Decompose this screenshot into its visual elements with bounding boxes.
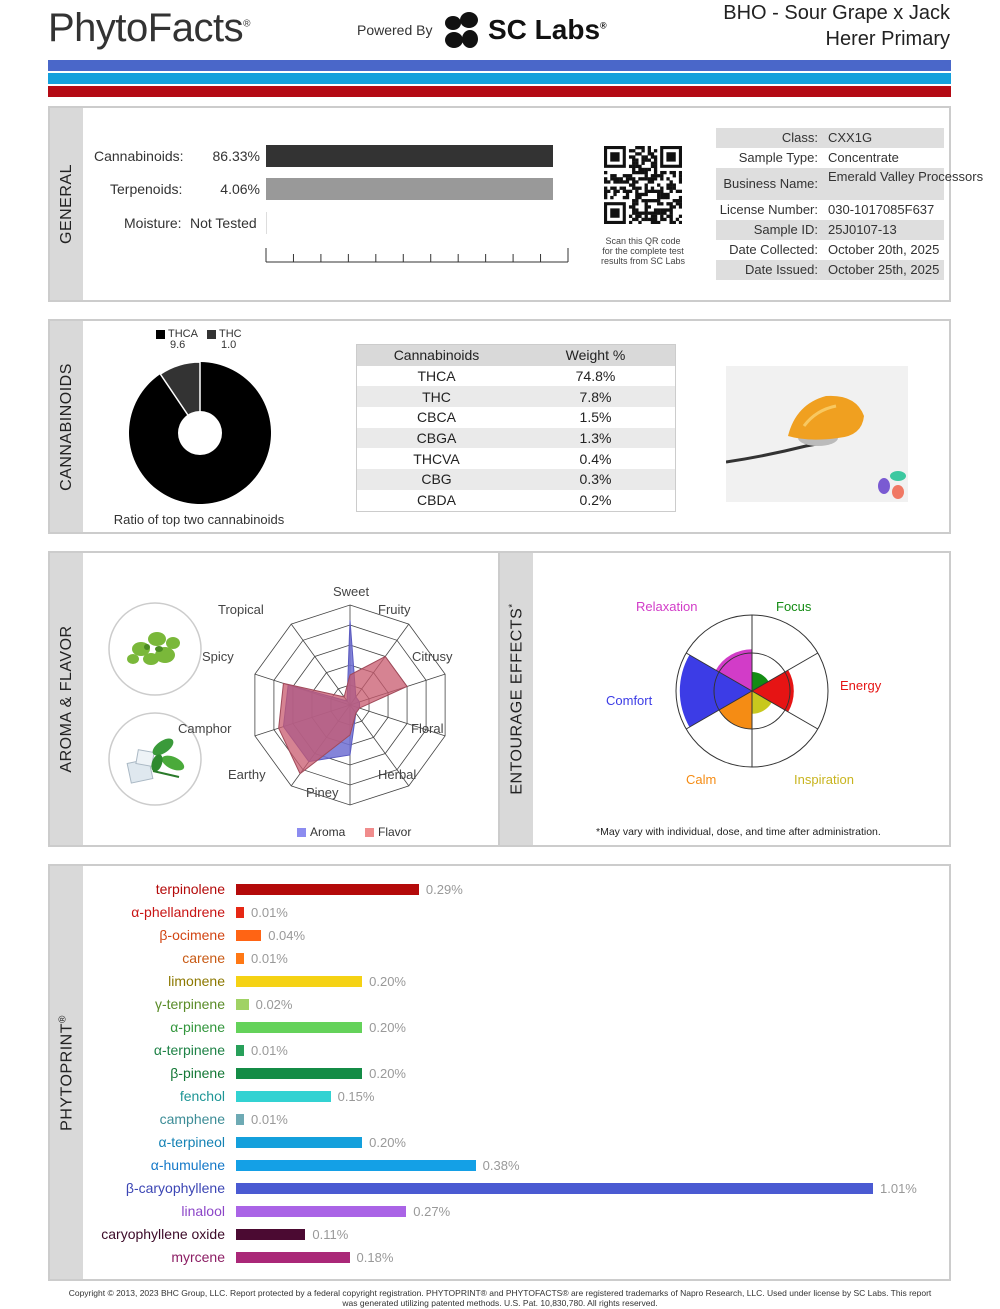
legend-thc-swatch bbox=[207, 330, 216, 339]
table-row bbox=[357, 469, 675, 490]
terpene-bar bbox=[236, 884, 419, 895]
terpene-value: 1.01% bbox=[880, 1181, 917, 1196]
terpene-bar bbox=[236, 999, 249, 1010]
terpene-value: 0.02% bbox=[255, 997, 293, 1012]
aroma-tab bbox=[50, 553, 83, 845]
terpene-name: γ-terpinene bbox=[154, 996, 225, 1012]
cannabinoids-panel bbox=[48, 319, 951, 534]
stripe-red bbox=[48, 86, 951, 97]
cannabinoid-weight: 1.5% bbox=[579, 409, 612, 426]
radar-axis-label: Earthy bbox=[228, 767, 266, 782]
cannabinoid-weight: 1.3% bbox=[579, 430, 612, 447]
radar-axis-label: Camphor bbox=[178, 721, 232, 736]
info-value: October 25th, 2025 bbox=[828, 262, 940, 277]
effect-calm-label: Calm bbox=[686, 772, 717, 787]
col-header-weight: Weight % bbox=[565, 347, 626, 364]
scale-ruler bbox=[264, 248, 570, 264]
moisture-label: Moisture: bbox=[124, 215, 182, 231]
info-value: Concentrate bbox=[828, 150, 899, 165]
terpene-value: 0.01% bbox=[251, 1112, 288, 1127]
table-row bbox=[357, 386, 675, 407]
cannabinoid-weight: 0.4% bbox=[579, 450, 612, 467]
pie-caption: Ratio of top two cannabinoids bbox=[113, 512, 285, 527]
terpene-bar bbox=[236, 930, 261, 941]
terpene-value: 0.15% bbox=[337, 1089, 375, 1104]
terpene-name: linalool bbox=[181, 1203, 225, 1219]
info-row bbox=[716, 240, 944, 260]
table-row bbox=[357, 407, 675, 428]
aroma-section-label: AROMA & FLAVOR bbox=[58, 625, 75, 773]
effects-note: *May vary with individual, dose, and time after administration. bbox=[596, 826, 881, 838]
effect-comfort-label: Comfort bbox=[606, 693, 653, 708]
cannabinoid-weight: 0.2% bbox=[579, 492, 612, 509]
terpene-bar bbox=[236, 1252, 350, 1263]
phytofacts-logo: PhytoFacts® bbox=[48, 6, 250, 50]
cannabinoids-bar bbox=[266, 145, 553, 167]
info-key: Sample Type: bbox=[738, 150, 818, 165]
radar-axis-label: Piney bbox=[306, 785, 339, 800]
terpene-name: fenchol bbox=[179, 1088, 225, 1104]
terpene-name: α-humulene bbox=[150, 1157, 225, 1173]
info-row bbox=[716, 200, 944, 220]
phytoprint-tab bbox=[50, 866, 83, 1279]
legend-thca-swatch bbox=[156, 330, 165, 339]
cannabinoids-value: 86.33% bbox=[212, 148, 260, 164]
terpene-value: 0.20% bbox=[369, 1066, 406, 1081]
info-key: Class: bbox=[781, 130, 818, 145]
info-value: Emerald Valley Processors bbox=[828, 169, 984, 184]
terpene-bar bbox=[236, 1022, 362, 1033]
terpene-value: 0.20% bbox=[369, 1020, 406, 1035]
terpene-bar bbox=[236, 1137, 362, 1148]
moisture-value: Not Tested bbox=[190, 215, 257, 231]
terpene-bar bbox=[236, 1160, 476, 1171]
terpene-bar bbox=[236, 1068, 362, 1079]
table-row bbox=[357, 448, 675, 469]
terpene-value: 0.11% bbox=[312, 1227, 349, 1242]
table-header bbox=[357, 345, 675, 366]
terpene-name: β-ocimene bbox=[159, 927, 225, 943]
terpene-name: carene bbox=[182, 950, 225, 966]
info-value: 030-1017085F637 bbox=[828, 202, 935, 217]
terpene-value: 0.01% bbox=[251, 905, 288, 920]
cannabinoid-name: THC bbox=[422, 388, 451, 405]
legend-aroma-swatch bbox=[297, 828, 306, 837]
sc-labs-name: SC Labs® bbox=[488, 14, 607, 45]
terpene-name: camphene bbox=[159, 1111, 225, 1127]
moisture-bar-marker bbox=[266, 212, 267, 234]
cannabinoid-weight: 7.8% bbox=[579, 388, 612, 405]
info-row bbox=[716, 220, 944, 240]
radar-axis-label: Floral bbox=[411, 721, 444, 736]
cannabinoids-tab bbox=[50, 321, 83, 532]
terpene-bar bbox=[236, 953, 244, 964]
radar-axis-label: Sweet bbox=[333, 584, 370, 599]
info-row bbox=[716, 148, 944, 168]
terpenoids-label: Terpenoids: bbox=[110, 181, 183, 197]
table-row bbox=[357, 366, 675, 387]
radar-axis-label: Citrusy bbox=[412, 649, 453, 664]
general-section-label: GENERAL bbox=[58, 164, 75, 244]
cannabinoid-weight: 74.8% bbox=[575, 368, 616, 385]
terpene-value: 0.20% bbox=[369, 1135, 406, 1150]
cannabinoid-name: CBDA bbox=[417, 492, 456, 509]
terpene-bar bbox=[236, 1206, 406, 1217]
terpene-bar bbox=[236, 1229, 305, 1240]
entourage-effects-chart bbox=[672, 611, 832, 771]
terpene-value: 0.27% bbox=[413, 1204, 451, 1219]
info-key: Sample ID: bbox=[753, 222, 818, 237]
terpene-bar bbox=[236, 1045, 244, 1056]
terpene-name: α-phellandrene bbox=[131, 904, 225, 920]
radar-axis-label: Spicy bbox=[202, 649, 234, 664]
cannabinoid-name: THCA bbox=[417, 368, 456, 385]
cannabinoid-weight: 0.3% bbox=[579, 471, 612, 488]
terpene-name: α-terpineol bbox=[158, 1134, 225, 1150]
cannabinoids-label: Cannabinoids: bbox=[94, 148, 184, 164]
info-value: 25J0107-13 bbox=[828, 222, 897, 237]
entourage-tab bbox=[500, 553, 533, 845]
terpene-value: 0.20% bbox=[369, 974, 406, 989]
info-value: CXX1G bbox=[828, 130, 873, 145]
table-row bbox=[357, 428, 675, 449]
terpene-bar bbox=[236, 1183, 873, 1194]
aroma-panel bbox=[48, 551, 500, 847]
general-tab bbox=[50, 108, 83, 300]
hops-image-icon bbox=[107, 601, 203, 697]
terpene-name: terpinolene bbox=[155, 881, 225, 897]
cannabinoids-section-label: CANNABINOIDS bbox=[58, 362, 75, 491]
terpene-value: 0.38% bbox=[482, 1158, 520, 1173]
info-key: Date Collected: bbox=[729, 242, 818, 257]
legend-thca-value: 9.6 bbox=[170, 339, 186, 351]
terpene-name: limonene bbox=[168, 973, 225, 989]
legend-flavor-swatch bbox=[365, 828, 374, 837]
terpene-name: β-caryophyllene bbox=[125, 1180, 225, 1196]
col-header-cannabinoids: Cannabinoids bbox=[393, 347, 480, 364]
info-value: October 20th, 2025 bbox=[828, 242, 940, 257]
radar-axis-label: Fruity bbox=[378, 602, 411, 617]
pie-hole bbox=[178, 411, 222, 455]
product-title: BHO - Sour Grape x Jack Herer Primary bbox=[723, 2, 950, 50]
terpene-value: 0.29% bbox=[425, 882, 463, 897]
effect-relaxation-label: Relaxation bbox=[636, 599, 698, 614]
effect-focus-label: Focus bbox=[776, 599, 812, 614]
stripe-blue bbox=[48, 60, 951, 71]
terpene-name: α-terpinene bbox=[153, 1042, 225, 1058]
cannabinoid-name: CBGA bbox=[416, 430, 457, 447]
sc-labs-logo-icon bbox=[442, 11, 482, 51]
info-row bbox=[716, 260, 944, 280]
terpene-value: 0.04% bbox=[268, 928, 306, 943]
legend-thca-name: THCA bbox=[168, 328, 198, 340]
info-key: Business Name: bbox=[723, 176, 818, 191]
concentrate-sample-photo bbox=[726, 366, 908, 502]
cannabinoid-ratio-pie bbox=[128, 361, 272, 505]
terpenoids-bar bbox=[266, 178, 553, 200]
phytoprint-panel bbox=[48, 864, 951, 1281]
terpene-bar bbox=[236, 907, 244, 918]
cannabinoid-name: CBCA bbox=[417, 409, 456, 426]
terpene-bar bbox=[236, 976, 362, 987]
terpene-bar bbox=[236, 1114, 244, 1125]
info-row bbox=[716, 168, 984, 200]
terpene-bar bbox=[236, 1091, 331, 1102]
table-row bbox=[357, 490, 675, 511]
legend-thc-name: THC bbox=[219, 328, 242, 340]
aroma-flavor-radar bbox=[238, 593, 462, 817]
entourage-section-label: ENTOURAGE EFFECTS* bbox=[507, 603, 526, 795]
entourage-panel bbox=[498, 551, 951, 847]
effect-energy-label: Energy bbox=[840, 678, 882, 693]
info-key: Date Issued: bbox=[745, 262, 818, 277]
qr-code-icon[interactable] bbox=[604, 146, 682, 224]
terpene-name: α-pinene bbox=[170, 1019, 225, 1035]
phytoprint-section-label: PHYTOPRINT® bbox=[57, 1014, 76, 1131]
radar-axis-label: Tropical bbox=[218, 602, 264, 617]
radar-axis-label: Herbal bbox=[378, 767, 417, 782]
terpene-value: 0.01% bbox=[251, 951, 288, 966]
cannabinoid-name: CBG bbox=[421, 471, 452, 488]
terpene-name: caryophyllene oxide bbox=[101, 1226, 225, 1242]
powered-by-label: Powered By bbox=[357, 22, 433, 38]
effect-inspiration-label: Inspiration bbox=[794, 772, 854, 787]
copyright-footer: Copyright © 2013, 2023 BHC Group, LLC. Report protected by a federal copyright registration. PHYTOPRINT® and PHYTOFACTS® are registered trademarks of Napro Research, LLC. Used under license by SC Labs. This report was generated utilizing patented methods. U.S. Pat. 10,830,780. All rights reserved. bbox=[68, 1288, 932, 1308]
qr-caption: Scan this QR code for the complete test results from SC Labs bbox=[600, 236, 686, 266]
cannabinoid-name: THCVA bbox=[413, 450, 460, 467]
legend-flavor-label: Flavor bbox=[378, 825, 412, 839]
info-row bbox=[716, 128, 944, 148]
legend-thc-value: 1.0 bbox=[221, 339, 237, 351]
general-panel bbox=[48, 106, 984, 302]
cannabinoid-table bbox=[356, 344, 676, 512]
terpene-value: 0.01% bbox=[251, 1043, 288, 1058]
stripe-cyan bbox=[48, 73, 951, 84]
terpenoids-value: 4.06% bbox=[220, 181, 260, 197]
terpene-name: myrcene bbox=[171, 1249, 225, 1265]
terpene-name: β-pinene bbox=[170, 1065, 225, 1081]
terpene-value: 0.18% bbox=[356, 1250, 394, 1265]
legend-aroma-label: Aroma bbox=[310, 825, 346, 839]
info-key: License Number: bbox=[719, 202, 818, 217]
